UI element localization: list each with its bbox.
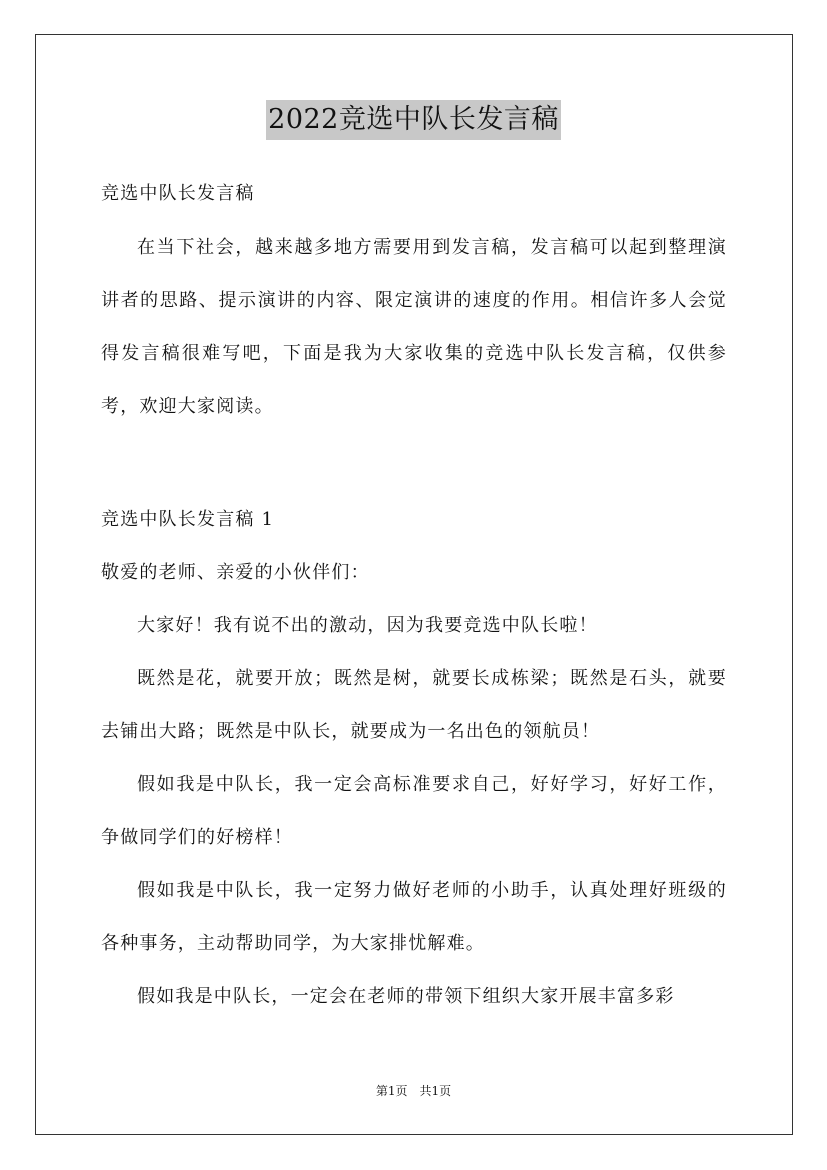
title-container bbox=[0, 100, 827, 140]
paragraph-role-model: 假如我是中队长，我一定会高标准要求自己，好好学习，好好工作，争做同学们的好榜样！ bbox=[101, 774, 727, 848]
paragraph-greeting: 大家好！我有说不出的激动，因为我要竞选中队长啦！ bbox=[137, 615, 598, 636]
intro-paragraph: 在当下社会，越来越多地方需要用到发言稿，发言稿可以起到整理演讲者的思路、提示演讲的内容、限定演讲的速度的作用。相信许多人会觉得发言稿很难写吧，下面是我为大家收集的竞选中队长发言稿，仅供参考，欢迎大家阅读。 bbox=[101, 237, 727, 417]
paragraph-metaphor: 既然是花，就要开放；既然是树，就要长成栋梁；既然是石头，就要去铺出大路；既然是中队长，就要成为一名出色的领航员！ bbox=[101, 668, 727, 742]
section-heading: 竞选中队长发言稿 1 bbox=[101, 509, 275, 530]
document-title: 2022竞选中队长发言稿 bbox=[266, 100, 561, 140]
paragraph-activities: 假如我是中队长，一定会在老师的带领下组织大家开展丰富多彩 bbox=[137, 986, 675, 1007]
document-subtitle: 竞选中队长发言稿 bbox=[101, 183, 255, 204]
page-footer bbox=[0, 1082, 827, 1100]
page-number: 第1页 共1页 bbox=[375, 1084, 452, 1098]
paragraph-helper: 假如我是中队长，我一定努力做好老师的小助手，认真处理好班级的各种事务，主动帮助同学，为大家排忧解难。 bbox=[101, 880, 727, 954]
salutation: 敬爱的老师、亲爱的小伙伴们： bbox=[101, 562, 370, 583]
